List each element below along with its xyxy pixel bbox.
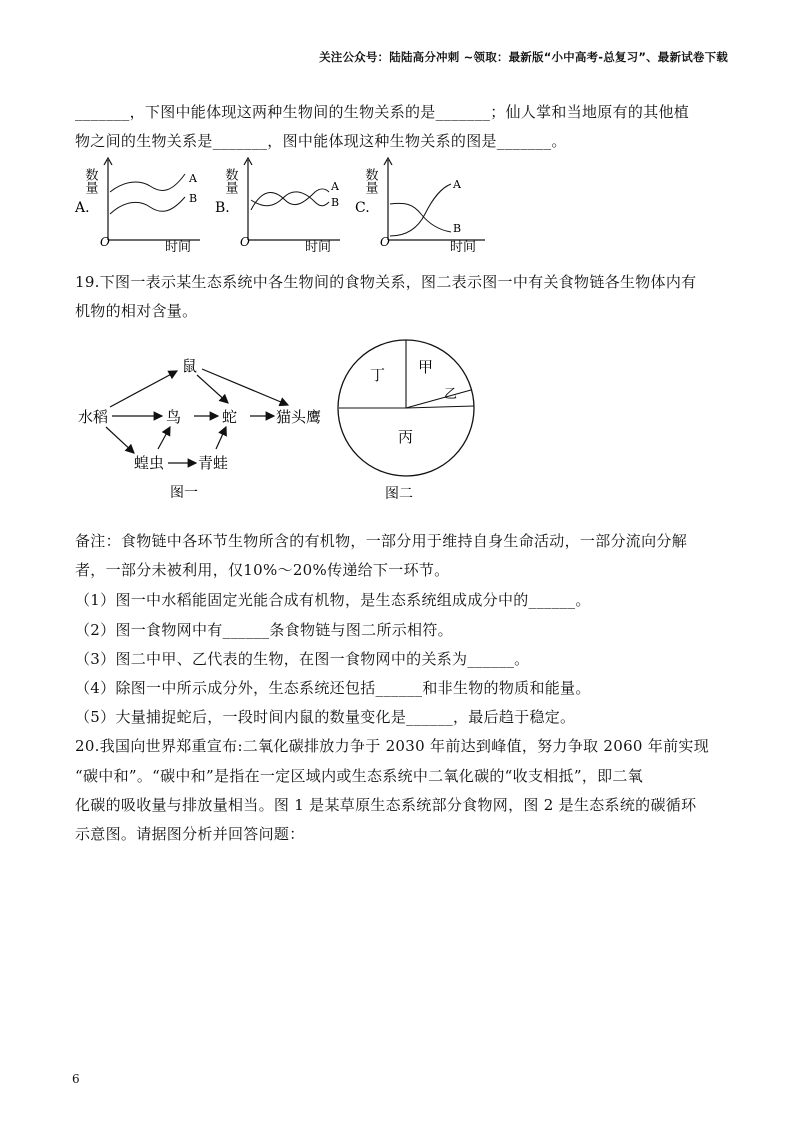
caption-figure-1: 图一	[170, 485, 198, 501]
origin-3: O	[380, 235, 390, 249]
node-snake: 蛇	[222, 408, 238, 426]
graph-a	[74, 158, 200, 252]
ylabel-3: 数量	[362, 168, 378, 194]
graph-c	[355, 158, 485, 252]
pie-diagram	[330, 330, 490, 510]
text-line: “碳中和”。“碳中和”是指在一定区域内或生态系统中二氧化碳的“收支相抵”，即二氧	[75, 767, 644, 785]
series-a-3: A	[453, 178, 461, 191]
option-label-b: B.	[215, 200, 230, 216]
option-graphs	[70, 152, 510, 252]
text-line: 备注：食物链中各环节生物所含的有机物，一部分用于维持自身生命活动，一部分流向分解	[75, 532, 688, 550]
node-frog: 青蛙	[198, 454, 229, 472]
text-line: （3）图二中甲、乙代表的生物，在图一食物网中的关系为______。	[75, 650, 530, 668]
caption-figure-2: 图二	[385, 486, 413, 502]
text-line: （4）除图一中所示成分外，生态系统还包括______和非生物的物质和能量。	[75, 679, 591, 697]
node-bird: 鸟	[166, 408, 182, 426]
origin-2: O	[240, 235, 250, 249]
text-line: 化碳的吸收量与排放量相当。图 1 是某草原生态系统部分食物网，图 2 是生态系统的碳循环	[75, 796, 697, 814]
slice-bing: 丙	[398, 428, 414, 446]
node-owl: 猫头鹰	[276, 408, 322, 426]
ylabel-1: 数量	[82, 168, 98, 194]
option-label-a: A.	[75, 200, 90, 216]
text-line: （1）图一中水稻能固定光能合成有机物，是生态系统组成成分中的______。	[75, 591, 591, 609]
xlabel-2: 时间	[305, 240, 332, 252]
xlabel-1: 时间	[165, 240, 192, 252]
series-a-1: A	[189, 172, 197, 185]
text-line: 机物的相对含量。	[75, 302, 198, 320]
text-line: 示意图。请据图分析并回答问题：	[75, 825, 305, 843]
text-line: 19.下图一表示某生态系统中各生物间的食物关系，图二表示图一中有关食物链各生物体内有	[75, 273, 697, 291]
page-number: 6	[72, 1072, 80, 1086]
graph-b	[215, 158, 340, 252]
xlabel-3: 时间	[450, 240, 477, 252]
slice-ding: 丁	[370, 366, 386, 384]
text-line: 者，一部分未被利用，仅10%～20%传递给下一环节。	[75, 561, 450, 579]
option-label-c: C.	[355, 200, 370, 216]
text-line: （2）图一食物网中有______条食物链与图二所示相符。	[75, 621, 453, 639]
series-a-2: A	[331, 180, 339, 193]
node-mouse: 鼠	[182, 357, 198, 375]
slice-yi: 乙	[444, 387, 458, 402]
origin-1: O	[100, 235, 110, 249]
slice-jia: 甲	[418, 358, 434, 376]
series-b-3: B	[453, 222, 462, 235]
node-rice: 水稻	[78, 408, 109, 426]
ylabel-2: 数量	[222, 168, 238, 194]
text-line: （5）大量捕捉蛇后，一段时间内鼠的数量变化是______，最后趋于稳定。	[75, 708, 576, 726]
page-header: 关注公众号：陆陆高分冲刺 ~领取：最新版“小中高考-总复习”、最新试卷下载	[319, 50, 728, 64]
food-web-arrows	[106, 369, 288, 463]
text-line: 物之间的生物关系是_______，图中能体现这种生物关系的图是_______。	[75, 132, 567, 150]
series-b-1: B	[189, 192, 198, 205]
node-locust: 蝗虫	[134, 454, 165, 472]
series-b-2: B	[331, 196, 340, 209]
text-line: 20.我国向世界郑重宣布:二氧化碳排放力争于 2030 年前达到峰值，努力争取 2060 年前实现	[75, 737, 710, 755]
food-web-diagram	[70, 345, 340, 515]
text-line: _______，下图中能体现这两种生物间的生物关系的是_______；仙人掌和当地原有的其他植	[75, 103, 690, 121]
